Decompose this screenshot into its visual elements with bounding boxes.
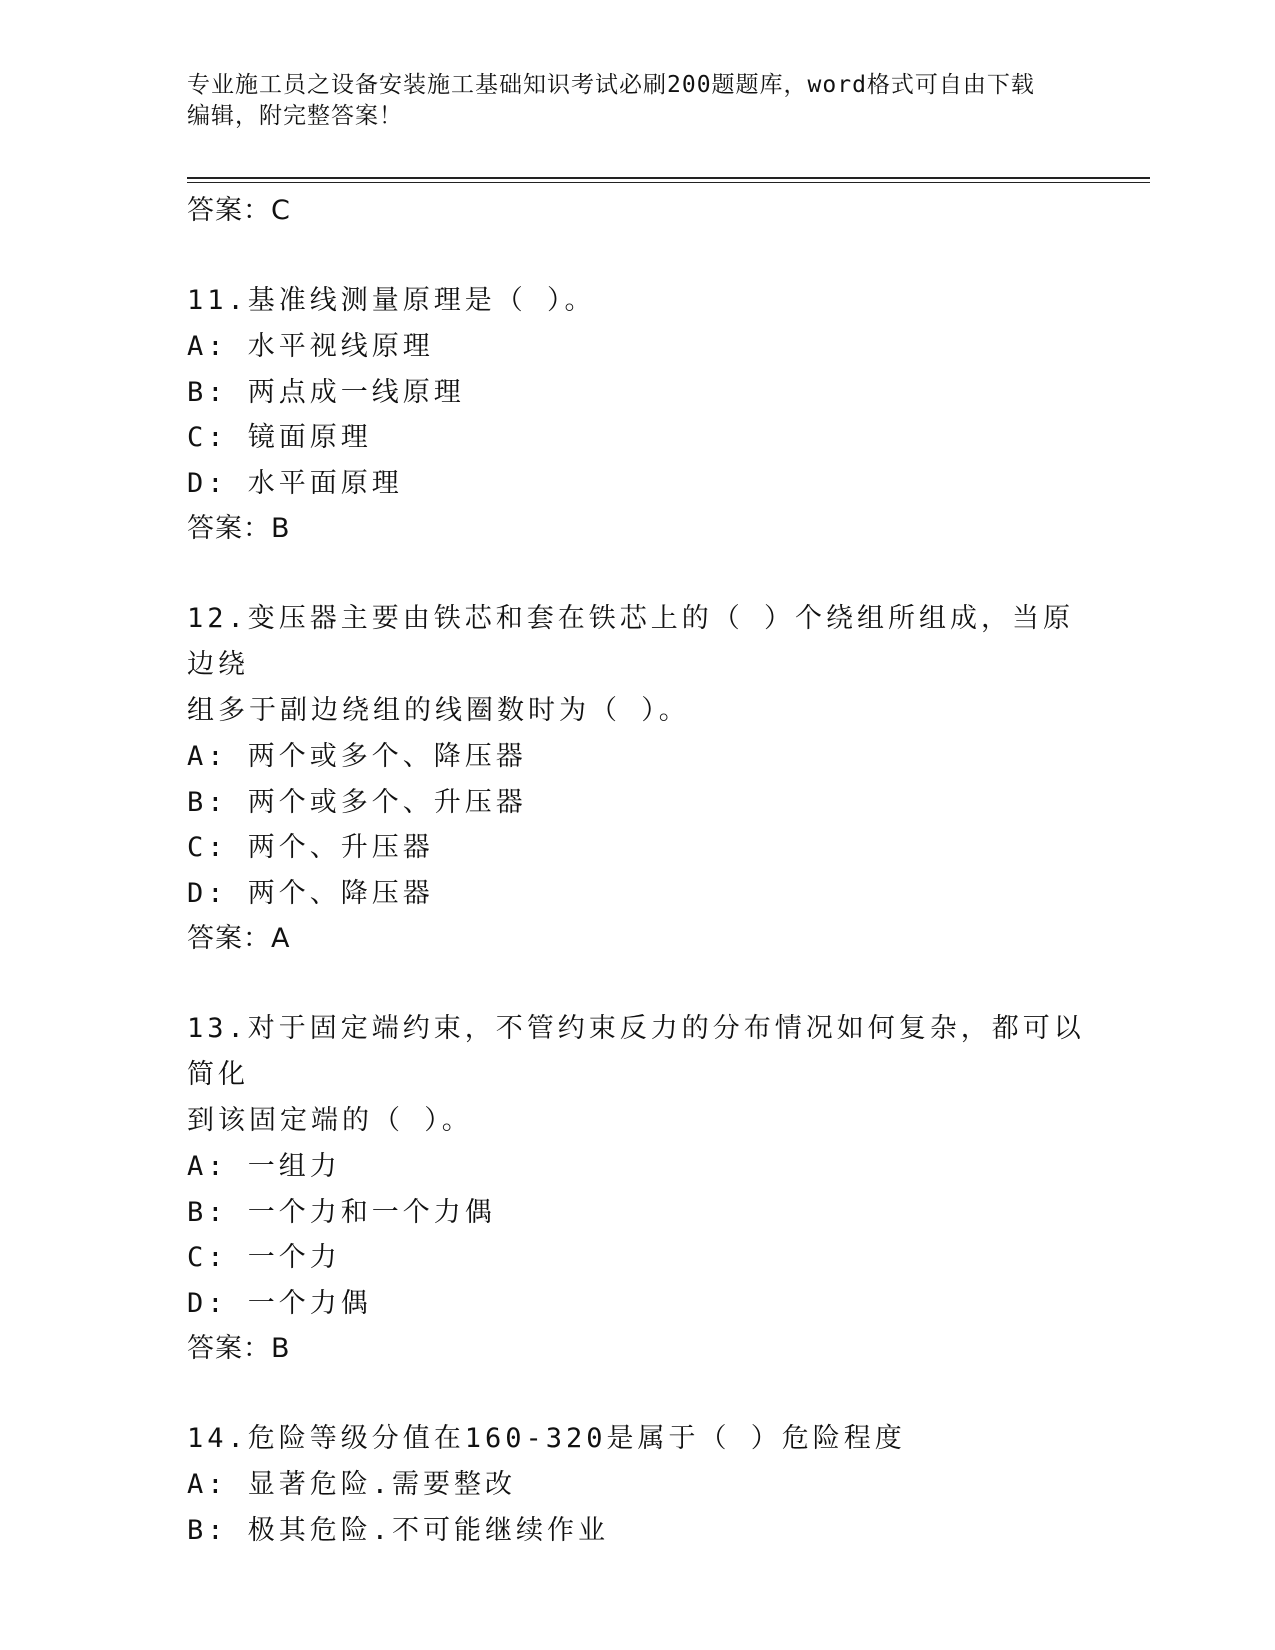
option-b: B: 两点成一线原理 xyxy=(187,376,465,408)
header-divider-thin xyxy=(187,182,1150,183)
answer-label: 答案：B xyxy=(187,513,291,544)
answer-label: 答案：A xyxy=(187,923,291,954)
document-header xyxy=(187,70,1077,132)
header-divider-thick xyxy=(187,177,1150,179)
option-a: A: 两个或多个、降压器 xyxy=(187,741,527,772)
question-stem: 14.危险等级分值在160-320是属于（ ）危险程度 xyxy=(187,1423,906,1454)
option-c: C: 一个力 xyxy=(187,1242,341,1273)
header-title-line-2: 编辑，附完整答案！ xyxy=(187,103,403,129)
question-stem-continued: 到该固定端的（ ）。 xyxy=(187,1105,473,1136)
question-stem: 11.基准线测量原理是（ ）。 xyxy=(187,285,596,316)
option-b: B: 两个或多个、升压器 xyxy=(187,786,527,818)
option-d: D: 一个力偶 xyxy=(187,1287,372,1319)
answer-label: 答案：C xyxy=(187,195,291,226)
question-12 xyxy=(187,596,1087,962)
question-stem-continued: 组多于副边绕组的线圈数时为（ ）。 xyxy=(187,695,690,726)
option-c: C: 镜面原理 xyxy=(187,422,372,453)
answer-label: 答案：B xyxy=(187,1333,291,1364)
header-title-line-1: 专业施工员之设备安装施工基础知识考试必刷200题题库，word格式可自由下载 xyxy=(187,72,1035,98)
option-b: B: 极其危险.不可能继续作业 xyxy=(187,1514,610,1546)
question-11 xyxy=(187,278,1087,552)
document-body xyxy=(187,188,1087,1553)
option-c: C: 两个、升压器 xyxy=(187,832,434,863)
option-a: A: 一组力 xyxy=(187,1151,341,1182)
question-13 xyxy=(187,1006,1087,1372)
option-b: B: 一个力和一个力偶 xyxy=(187,1196,496,1228)
question-stem: 13.对于固定端约束，不管约束反力的分布情况如何复杂，都可以简化 xyxy=(187,1013,1085,1090)
question-14 xyxy=(187,1416,1087,1553)
option-a: A: 显著危险.需要整改 xyxy=(187,1469,517,1500)
option-a: A: 水平视线原理 xyxy=(187,331,434,362)
option-d: D: 水平面原理 xyxy=(187,467,403,499)
question-stem: 12.变压器主要由铁芯和套在铁芯上的（ ）个绕组所组成，当原边绕 xyxy=(187,603,1075,680)
option-d: D: 两个、降压器 xyxy=(187,877,434,909)
